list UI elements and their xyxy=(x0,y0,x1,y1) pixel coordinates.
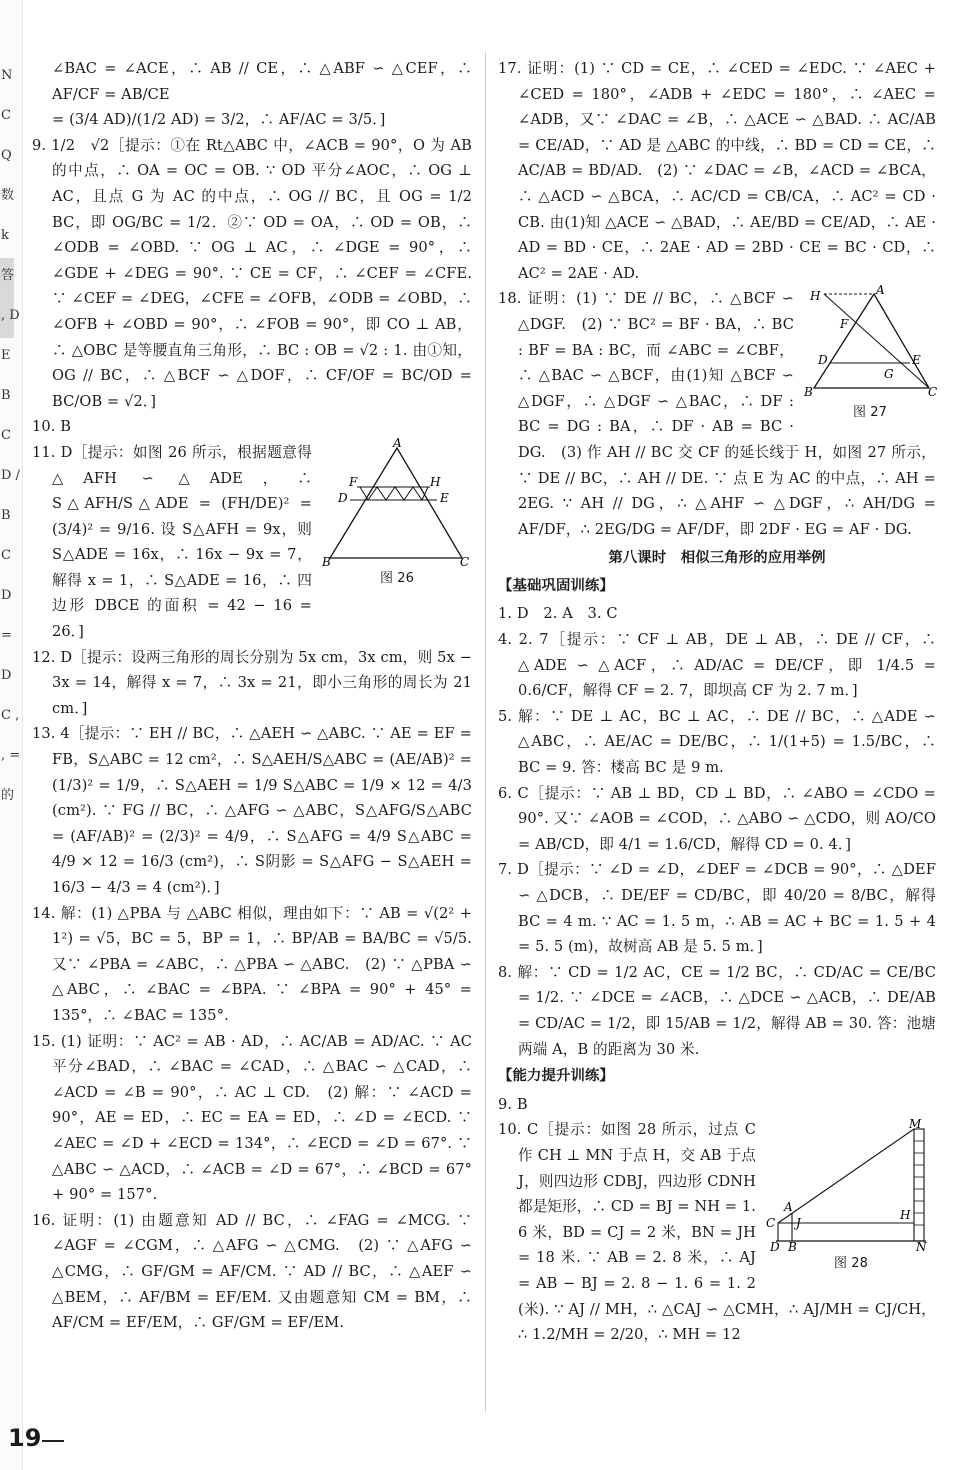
basic-training-title: 【基础巩固训练】 xyxy=(498,577,614,594)
left-item-0: ∠BAC = ∠ACE，∴ AB // CE，∴ △ABF ∽ △CEF，∴ AF/CF = AB/CE xyxy=(52,60,472,103)
right-item-17: 17. 证明：(1) ∵ CD = CE，∴ ∠CED = ∠EDC. ∵ ∠AEC + ∠CED = 180°，∠ADB + ∠EDC = 180°，∴ ∠AEC = ∠ADB，又∵ ∠DAC = ∠B，∴ △ACE ∽ △BAD. ∴ AC/AB = CE/AD，∵ AD 是 △ABC 的中线，∴ BD = CD = CE，∴ AC/AB = BD/AD. (2) ∵ ∠DAC = ∠B，∠ACD = ∠BCA，∴ △ACD ∽ △BCA，∴ AC/CD = CB/CA，∴ AC² = CD · CB. 由(1)知 △ACE ∽ △BAD，∴ AE/BD = CE/AD，∴ AE · AD = BD · CE，∴ 2AE · AD = 2BD · CE = BC · CD，∴ AC² = 2AE · AD. xyxy=(498,60,936,282)
figure-28-caption: 图 28 xyxy=(833,1256,869,1272)
fig27-label-F: F xyxy=(840,317,849,332)
right-column xyxy=(498,56,936,1348)
basic-item-8: 8. 解：∵ CD = 1/2 AC，CE = 1/2 BC，∴ CD/AC = CE/BC = 1/2. ∵ ∠DCE = ∠ACB，∴ △DCE ∽ △ACB，∴ DE/AB = CD/AC = 1/2，即 15/AB = 1/2，解得 AB = 30. 答：池塘两端 A，B 的距离为 30 米. xyxy=(498,963,936,1058)
fig26-label-H: H xyxy=(430,474,441,489)
left-item-1: = (3/4 AD)/(1/2 AD) = 3/2，∴ AF/AC = 3/5．] xyxy=(52,111,386,129)
figure-27-drawing xyxy=(804,283,938,400)
basic-item-6: 6. C［提示：∵ AB ⊥ BD，CD ⊥ BD，∴ ∠ABO = ∠CDO = 90°. 又∵ ∠AOB = ∠COD，∴ △ABO ∽ △CDO，则 AO/CO = AB/CD，即 4/1 = 1.6/CD，解得 CD = 0. 4．] xyxy=(498,784,936,853)
figure-26 xyxy=(322,435,472,592)
figure-27-caption: 图 27 xyxy=(852,405,888,421)
fig26-label-E: E xyxy=(440,490,449,505)
fig28-label-A: A xyxy=(784,1200,793,1215)
fig27-label-E: E xyxy=(912,353,921,368)
fig27-label-D: D xyxy=(818,353,828,368)
figure-28 xyxy=(766,1119,936,1277)
fig28-label-C: C xyxy=(766,1216,776,1231)
fig28-label-H: H xyxy=(900,1208,911,1223)
figure-27 xyxy=(804,283,938,426)
section-title: 第八课时 相似三角形的应用举例 xyxy=(608,550,826,567)
fig26-label-C: C xyxy=(460,554,470,569)
fig27-label-A: A xyxy=(876,283,885,298)
fig27-label-H: H xyxy=(810,289,821,304)
figure-26-drawing xyxy=(322,435,472,569)
basic-item-7: 7. D［提示：∵ ∠D = ∠D，∠DEF = ∠DCB = 90°，∴ △DEF ∽ △DCB，∴ DE/EF = CD/BC，即 40/20 = 8/BC，解得 BC = 4 m. ∵ AC = 1. 5 m，∴ AB = AC + BC = 1. 5 + 4 = 5. 5 (m)，故树高 AB 是 5. 5 m．] xyxy=(498,861,936,956)
left-item-13: 13. 4［提示：∵ EH // BC，∴ △AEH ∽ △ABC. ∵ AE = EF = FB，S△ABC = 12 cm²，∴ S△AEH/S△ABC = (AE/AB)² = (1/3)² = 1/9，∴ S△AEH = 1/9 S△ABC = 1/9 × 12 = 4/3 (cm²). ∵ FG // BC，∴ △AFG ∽ △ABC，S△AFG/S△ABC = (AF/AB)² = (2/3)² = 4/9，∴ S△AFG = 4/9 S△ABC = 4/9 × 12 = 16/3 (cm²)，∴ S阴影 = S△AFG − S△AEH = 16/3 − 4/3 = 4 (cm²)．] xyxy=(32,725,472,896)
ability-training-title: 【能力提升训练】 xyxy=(498,1068,614,1085)
fig27-label-G: G xyxy=(884,367,894,382)
fig28-label-B: B xyxy=(788,1240,797,1255)
binding-edge-glyphs: N C Q 数 k 答 , D E B C D / B C D = D C , , = 的 xyxy=(1,68,21,803)
left-item-11: 11. D［提示：如图 26 所示，根据题意得 △AFH ∽ △ADE，∴ S△AFH/S△ADE = (FH/DE)² = (3/4)² = 9/16. 设 S△AFH = 9x，则 S△ADE = 16x，∴ 16x − 9x = 7，解得 x = 1，∴ S△ADE = 16，∴ 四边形 DBCE 的面积 = 42 − 16 = 26．] xyxy=(32,443,312,641)
ability-item-10: 10. C［提示：如图 28 所示，过点 C 作 CH ⊥ MN 于点 H，交 AB 于点 J，则四边形 CDBJ，四边形 CDNH 都是矩形，∴ CD = BJ = NH = 1. 6 米，BD = CJ = 2 米，BN = JH = 18 米. ∵ AB = 2. 8 米，∴ AJ = AB − BJ = 2. 8 − 1. 6 = 1. 2 (米). ∵ AJ // MH，∴ △CAJ ∽ △CMH，∴ AJ/MH = CJ/CH，∴ 1.2/MH = 2/20，∴ MH = 12 xyxy=(498,1121,936,1344)
left-item-14: 14. 解：(1) △PBA 与 △ABC 相似，理由如下：∵ AB = √(2² + 1²) = √5，BC = 5，BP = 1，∴ BP/AB = BA/BC = √5/5. 又∵ ∠PBA = ∠ABC，∴ △PBA ∽ △ABC. (2) ∵ △PBA ∽ △ABC，∴ ∠BAC = ∠BPA. ∵ ∠BPA = 90° + 45° = 135°，∴ ∠BAC = 135°. xyxy=(32,904,472,1024)
fig28-label-J: J xyxy=(796,1216,801,1231)
basic-item-1: 1. D 2. A 3. C xyxy=(498,605,618,623)
fig28-label-D: D xyxy=(770,1240,780,1255)
basic-item-4: 4. 2. 7［提示：∵ CF ⊥ AB，DE ⊥ AB，∴ DE // CF，∴ △ADE ∽ △ACF，∴ AD/AC = DE/CF，即 1/4.5 = 0.6/CF，解得 CF = 2. 7，即坝高 CF 为 2. 7 m．] xyxy=(498,631,936,700)
fig28-label-M: M xyxy=(909,1117,922,1132)
left-item-15: 15. (1) 证明：∵ AC² = AB · AD，∴ AC/AB = AD/AC. ∵ AC 平分∠BAD，∴ ∠BAC = ∠CAD，∴ △BAC ∽ △CAD，∴ ∠ACD = ∠B = 90°，∴ AC ⊥ CD. (2) 解：∵ ∠ACD = 90°，AE = ED，∴ EC = EA = ED，∴ ∠D = ∠ECD. ∵ ∠AEC = ∠D + ∠ECD = 134°，∴ ∠ECD = ∠D = 67°. ∵ △ABC ∽ △ACD，∴ ∠ACB = ∠D = 67°，∴ ∠BCD = 67° + 90° = 157°. xyxy=(32,1032,472,1204)
fig26-label-F: F xyxy=(349,474,358,489)
page-number-rule xyxy=(42,1440,64,1442)
left-item-9: 9. 1/2 √2［提示：①在 Rt△ABC 中，∠ACB = 90°，O 为 AB 的中点，∴ OA = OC = OB. ∵ OD 平分∠AOC，∴ OG ⊥ AC，且点 G 为 AC 的中点，∴ OG // BC，且 OG = 1/2 BC，即 OG/BC = 1/2．②∵ OD = OA，∴ OD = OB，∴ ∠ODB = ∠OBD. ∵ OG ⊥ AC，∴ ∠DGE = 90°，∴ ∠GDE + ∠DEG = 90°. ∵ CE = CF，∴ ∠CEF = ∠CFE. ∵ ∠CEF = ∠DEG，∠CFE = ∠OFB，∠ODB = ∠OBD，∴ ∠OFB + ∠OBD = 90°，∴ ∠FOB = 90°，即 CO ⊥ AB，∴ △OBC 是等腰直角三角形，∴ BC : OB = √2 : 1. 由①知，OG // BC，∴ △BCF ∽ △DOF，∴ CF/OF = BC/OD = BC/OB = √2．] xyxy=(32,136,472,410)
page-number: 19 xyxy=(8,1424,42,1452)
left-item-16: 16. 证明：(1) 由题意知 AD // BC，∴ ∠FAG = ∠MCG. ∵ ∠AGF = ∠CGM，∴ △AFG ∽ △CMG. (2) ∵ △AFG ∽ △CMG，∴ GF/GM = AF/CM. ∵ AD // BC，∴ △AEF ∽ △BEM，∴ AF/BM = EF/EM. 又由题意知 CM = BM，∴ AF/CM = EF/EM，∴ GF/GM = EF/EM. xyxy=(32,1211,472,1332)
fig28-label-N: N xyxy=(916,1240,927,1255)
fig27-label-C: C xyxy=(928,385,938,400)
figure-26-caption: 图 26 xyxy=(379,570,415,586)
column-divider xyxy=(485,52,486,1412)
figure-28-drawing xyxy=(766,1117,936,1255)
fig27-label-B: B xyxy=(804,385,813,400)
left-item-10: 10. B xyxy=(32,418,72,436)
ability-item-9: 9. B xyxy=(498,1095,528,1113)
fig26-label-B: B xyxy=(322,554,331,569)
fig26-label-D: D xyxy=(338,490,348,505)
basic-item-5: 5. 解：∵ DE ⊥ AC，BC ⊥ AC，∴ DE // BC，∴ △ADE ∽ △ABC，∴ AE/AC = DE/BC，∴ 1/(1+5) = 1.5/BC，∴ BC = 9. 答：楼高 BC 是 9 m. xyxy=(498,707,936,777)
fig26-label-A: A xyxy=(393,435,402,450)
left-column xyxy=(32,56,472,1336)
right-item-18: 18. 证明：(1) ∵ DE // BC，∴ △BCF ∽ △DGF. (2) ∵ BC² = BF · BA，∴ BC : BF = BA : BC，而 ∠ABC = ∠CBF，∴ △BAC ∽ △BCF，由(1)知 △BCF ∽ △DGF，∴ △DGF ∽ △BAC，∴ DF : BC = DG : BA，∴ DF · AB = BC · DG. (3) 作 AH // BC 交 CF 的延长线于 H，如图 27 所示，∵ DE // BC，∴ AH // DE. ∵ 点 E 为 AC 的中点，∴ AH = 2EG. ∵ AH // DG，∴ △AHF ∽ △DGF，∴ AH/DG = AF/DF，∴ 2EG/DG = AF/DF，即 2DF · EG = AF · DG. xyxy=(498,290,936,538)
binding-edge xyxy=(0,0,23,1470)
left-item-12: 12. D［提示：设两三角形的周长分别为 5x cm，3x cm，则 5x − 3x = 14，解得 x = 7，∴ 3x = 21，即小三角形的周长为 21 cm．] xyxy=(32,648,472,717)
